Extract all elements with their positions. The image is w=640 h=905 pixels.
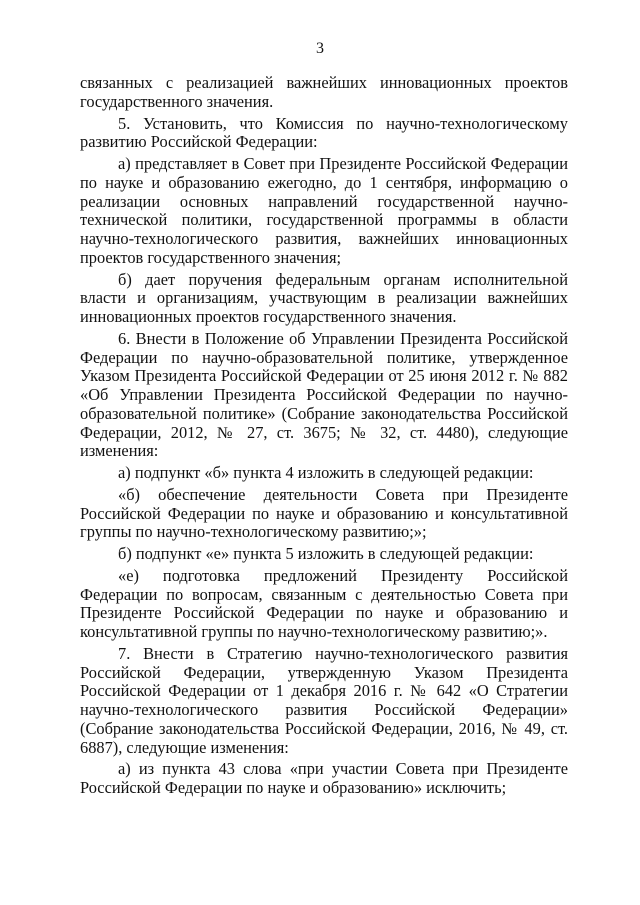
paragraph-item-7: 7. Внести в Стратегию научно-технологического развития Российской Федерации, утвержденную Указом Президента Российской Федерации от 1 декабря 2016 г. № 642 «О Стратегии научно-технологического развития Российской Федерации» (Собрание законодательства Российской Федерации, 2016, № 49, ст. 6887), следующие изменения:: [80, 643, 568, 757]
paragraph-quote-6b: «е) подготовка предложений Президенту Российской Федерации по вопросам, связанным с деятельностью Совета при Президенте Российской Федерации по науке и образованию и консультативной группы по научно-технологическому развитию;».: [80, 565, 568, 641]
paragraph-continuation: связанных с реализацией важнейших инновационных проектов государственного значения.: [80, 73, 568, 111]
paragraph-item-6a: а) подпункт «б» пункта 4 изложить в следующей редакции:: [118, 463, 534, 482]
paragraph-item-5b: б) дает поручения федеральным органам исполнительной власти и организациям, участвующим в реализации важнейших инновационных проектов государственного значения.: [80, 269, 568, 326]
paragraph-item-5a: а) представляет в Совет при Президенте Российской Федерации по науке и образованию ежегодно, до 1 сентября, информацию о реализации основных направлений государственной научно-технической политики, государственной программы в области научно-технологического развития, важнейших инновационных проектов государственного значения;: [80, 154, 568, 267]
paragraph-quote-6a: «б) обеспечение деятельности Совета при Президенте Российской Федерации по науке и образованию и консультативной группы по научно-технологическому развитию;»;: [80, 484, 568, 542]
paragraph-item-7a: а) из пункта 43 слова «при участии Совета при Президенте Российской Федерации по науке и образованию» исключить;: [80, 759, 568, 797]
paragraph-item-6b: б) подпункт «е» пункта 5 изложить в следующей редакции:: [118, 544, 534, 563]
page-number: 3: [316, 40, 324, 57]
paragraph-item-5: 5. Установить, что Комиссия по научно-технологическому развитию Российской Федерации:: [80, 113, 568, 152]
document-body: [80, 74, 568, 798]
paragraph-item-6: 6. Внести в Положение об Управлении Президента Российской Федерации по научно-образовательной политике, утвержденное Указом Президента Российской Федерации от 25 июня 2012 г. № 882 «Об Управлении Президента Российской Федерации по научно-образовательной политике» (Собрание законодательства Российской Федерации, 2012, № 27, ст. 3675; № 32, ст. 4480), следующие изменения:: [80, 328, 568, 461]
